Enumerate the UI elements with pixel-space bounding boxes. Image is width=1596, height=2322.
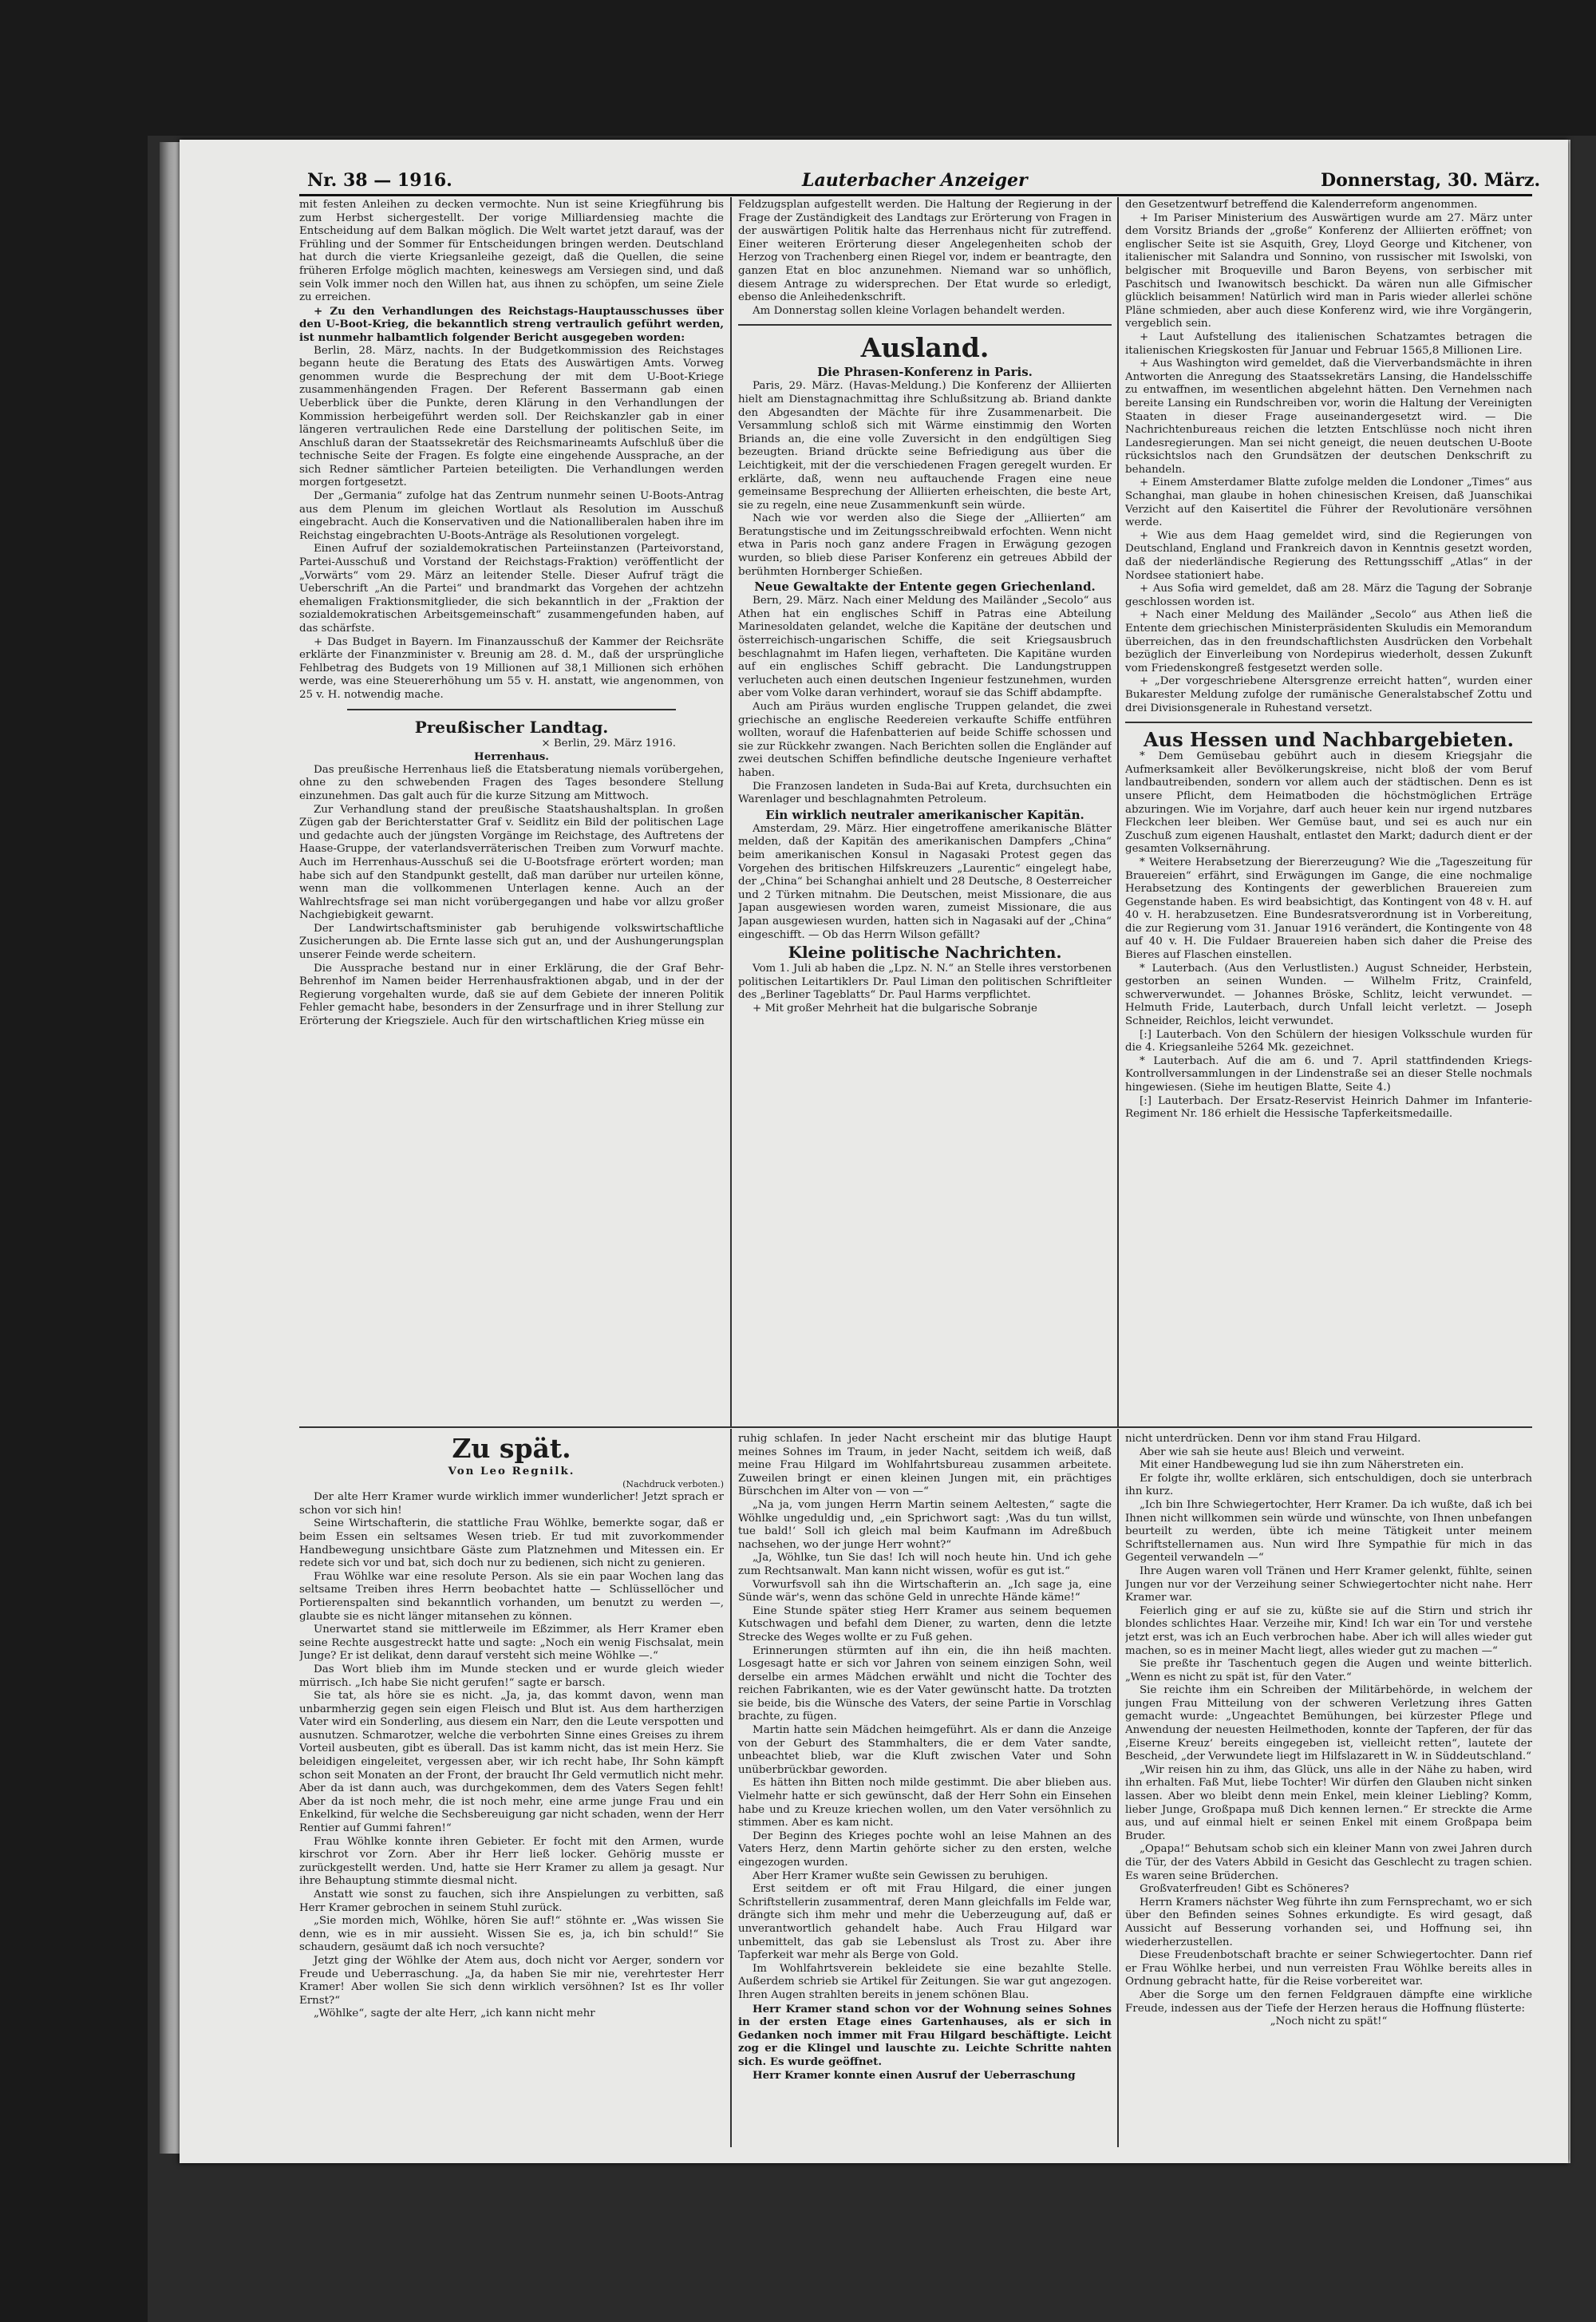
story-text: Erst seitdem er oft mit Frau Hilgard, die einer jungen Schriftstellerin zusammentraf, deren Mann gleichfalls im Felde war, drängte sich ihm mehr und mehr die Ueberzeugung auf, daß er unverantwortlich gehandelt habe. Auch Frau Hilgard war unbemittelt, das gab sie Lebenslust als Trost zu. Aber ihre Tapferkeit war mehr als Berge von Gold.	[738, 1883, 1112, 1962]
story-text: Diese Freudenbotschaft brachte er seiner Schwiegertochter. Dann rief er Frau Wöhlke herbei, und nun verreisten Frau Wöhlke bereits alles in Ordnung gebracht hatte, für die Reise vorbereitet war.	[1125, 1949, 1532, 1988]
header-rule	[299, 194, 1532, 196]
story-text: „Sie morden mich, Wöhlke, hören Sie auf!“ stöhnte er. „Was wissen Sie denn, wie es in mir aussieht. Wissen Sie es, ja, ich bin schuld!“ Sie schaudern, gesäumt daß ich noch versuchte?	[299, 1915, 724, 1954]
article-text: Vom 1. Juli ab haben die „Lpz. N. N.“ an Stelle ihres verstorbenen politischen Leitartiklers Dr. Paul Liman den politischen Schriftleiter des „Berliner Tageblatts“ Dr. Paul Harms verpflichtet.	[738, 963, 1112, 1002]
story-text: Herr Kramer stand schon vor der Wohnung seines Sohnes in der ersten Etage eines Gartenhauses, als er sich in Gedanken noch immer mit Frau Hilgard beschäftigte. Leicht zog er die Klingel und lauschte zu. Leichte Schritte nahten sich. Es wurde geöffnet.	[738, 2002, 1112, 2068]
story-text: Seine Wirtschafterin, die stattliche Frau Wöhlke, bemerkte sogar, daß er beim Essen ein seltsames Wesen trieb. Er tud mit zuvorkommender Handbewegung unsichtbare Gäste zum Platznehmen und Mitessen ein. Er redete sich vor und bat, sich doch nur zu bedienen, sich nicht zu genieren.	[299, 1517, 724, 1570]
headline-kapitaen: Ein wirklich neutraler amerikanischer Kapitän.	[765, 807, 1084, 822]
article-text: Nach wie vor werden also die Siege der „Alliierten“ am Beratungstische und im Zeitungsschreibwald erfochten. Wenn nicht etwa in Paris noch ganz andere Fragen in Erwägung gezogen wurden, so blieb diese Pariser Konferenz ein getreues Abbild der berühmten Hornberger Schießen.	[738, 512, 1112, 578]
article-text: + Einem Amsterdamer Blatte zufolge melden die Londoner „Times“ aus Schanghai, man glaube in hohen chinesischen Kreisen, daß Juanschikai Verzicht auf den Kaisertitel die Führer der Revolutionäre versöhnen werde.	[1125, 477, 1532, 529]
headline-kleine-nachrichten: Kleine politische Nachrichten.	[788, 943, 1062, 963]
story-text: Mit einer Handbewegung lud sie ihn zum Näherstreten ein.	[1140, 1459, 1464, 1472]
article-text: + Wie aus dem Haag gemeldet wird, sind die Regierungen von Deutschland, England und Frankreich davon in Kenntnis gesetzt worden, daß der niederländische Regierung des Rettungsschiff „Atlas“ in der Nordsee stationiert habe.	[1125, 529, 1532, 582]
newspaper-title: Lauterbacher Anzeiger	[802, 170, 1028, 191]
headline-ausland: Ausland.	[860, 332, 990, 364]
story-text: Martin hatte sein Mädchen heimgeführt. Als er dann die Anzeige von der Geburt des Stammhalters, die er dem Vater sandte, unbeachtet blieb, war die Kluft zwischen Vater und Sohn unüberbrückbar geworden.	[738, 1724, 1112, 1776]
story-text: Frau Wöhlke war eine resolute Person. Als sie ein paar Wochen lang das seltsame Treiben ihres Herrn beobachtet hatte — Schlüssellöcher und Portierenspalten sind bekanntlich vorhanden, um benutzt zu werden —, glaubte sie es nicht länger mitansehen zu können.	[299, 1570, 724, 1623]
article-text: Feldzugsplan aufgestellt werden. Die Haltung der Regierung in der Frage der Zuständigkeit des Landtags zur Erörterung von Fragen in der auswärtigen Politik halte das Herrenhaus nicht für zutreffend. Einer weiteren Erörterung dieser Angelegenheiten schob der Herzog von Trachenberg einen Riegel vor, indem er beantragte, den ganzen Etat en bloc anzunehmen. Niemand war so unhöflich, diesem Antrage zu widersprechen. Der Etat wurde so erledigt, ebenso die Anleihedenkschrift.	[738, 199, 1112, 304]
article-text: Zur Verhandlung stand der preußische Staatshaushaltsplan. In großen Zügen gab der Berichterstatter Graf v. Seidlitz ein Bild der politischen Lage und gedachte auch der jüngsten Vorgänge im Reichstage, des Auftretens der Haase-Gruppe, der vaterlandsverräterischen Treiben zum Vorwurf machte. Auch im Herrenhaus-Ausschuß sei die U-Bootsfrage erörtert worden; man habe sich auf den Standpunkt gestellt, daß man darüber nur urteilen könne, wenn man die vollkommenen Unterlagen kenne. Auch an der Wahlrechtsfrage sei man nicht vorübergegangen und habe vor allzu großer Nachgiebigkeit gewarnt.	[299, 803, 724, 922]
headline-paris: Die Phrasen-Konferenz in Paris.	[817, 365, 1033, 380]
article-text: Der Landwirtschaftsminister gab beruhigende volkswirtschaftliche Zusicherungen ab. Die Ernte lasse sich gut an, und der Aushungerungsplan unserer Feinde werde scheitern.	[299, 922, 724, 962]
headline-hessen: Aus Hessen und Nachbargebieten.	[1144, 728, 1514, 752]
story-text: Es hätten ihn Bitten noch milde gestimmt. Die aber blieben aus. Vielmehr hatte er sich gewünscht, daß der Herr Sohn ein Einsehen habe und zu Kreuze kriechen wollen, um den Vater versöhnlich zu stimmen. Aber es kam nicht.	[738, 1777, 1112, 1830]
article-text: Amsterdam, 29. März. Hier eingetroffene amerikanische Blätter melden, daß der Kapitän des amerikanischen Dampfers „China“ beim amerikanischen Konsul in Nagasaki Protest gegen das Vorgehen des britischen Hilfskreuzers „Laurentic“ eingelegt habe, der „China“ bei Schanghai anhielt und 28 Deutsche, 8 Oesterreicher und 2 Türken mitnahm. Die Deutschen, meist Missionare, die aus Japan ausgewiesen worden waren, zumeist Missionare, die aus Japan ausgewiesen wurden, hatten sich in Nagasaki auf der „China“ eingeschifft. — Ob das Herrn Wilson gefällt?	[738, 822, 1112, 941]
article-text: + Nach einer Meldung des Mailänder „Secolo“ aus Athen ließ die Entente dem griechischen Ministerpräsidenten Skuludis ein Memorandum überreichen, das in den freundschaftlichsten Ausdrücken den Vorbehalt bezüglich der Einverleibung von Nordepirus wiederholt, dessen Zukunft vom Friedenskongreß festgesetzt werden solle.	[1125, 609, 1532, 674]
story-text: „Opapa!“ Behutsam schob sich ein kleiner Mann von zwei Jahren durch die Tür, der des Vaters Abbild in Gesicht das Geschlecht zu tragen schien. Es waren seine Brüderchen.	[1125, 1843, 1532, 1882]
story-text: „Ja, Wöhlke, tun Sie das! Ich will noch heute hin. Und ich gehe zum Rechtsanwalt. Man kann nicht wissen, wofür es gut ist.“	[738, 1552, 1112, 1577]
story-column-3	[1125, 1433, 1532, 2151]
story-text: „Ich bin Ihre Schwiegertochter, Herr Kramer. Da ich wußte, daß ich bei Ihnen nicht willkommen sein würde und wünschte, von Ihnen unbefangen beurteilt zu werden, übte ich meine Tätigkeit unter meinem Schriftstellernamen aus. Nun wird Ihre Sympathie für mich in das Gegenteil verwandeln —“	[1125, 1498, 1532, 1564]
article-text: + Das Budget in Bayern. Im Finanzausschuß der Kammer der Reichsräte erklärte der Finanzminister v. Breunig am 28. d. M., daß der ursprüngliche Fehlbetrag des Budgets von 19 Millionen auf 38,1 Millionen sich erhöhen werde, was eine Steuererhöhung um 55 v. H. anstatt, wie angenommen, von 25 v. H. notwendig mache.	[299, 635, 724, 701]
issue-date: Donnerstag, 30. März.	[1321, 170, 1541, 191]
story-text: Großvaterfreuden! Gibt es Schöneres?	[1140, 1883, 1349, 1896]
article-text: Die Franzosen landeten in Suda-Bai auf Kreta, durchsuchten ein Warenlager und beschlagnahmten Petroleum.	[738, 780, 1112, 806]
subheadline: Herrenhaus.	[474, 750, 549, 764]
column-1	[299, 199, 724, 1424]
feuilleton-rule	[299, 1426, 1532, 1428]
article-text: * Lauterbach. Auf die am 6. und 7. April stattfindenden Kriegs-Kontrollversammlungen in der Lindenstraße sei an dieser Stelle nochmals hingewiesen. (Siehe im heutigen Blatte, Seite 4.)	[1125, 1054, 1532, 1094]
story-text: Erinnerungen stürmten auf ihn ein, die ihn heiß machten. Losgesagt hatte er sich vor Jahren von seinem einzigen Sohn, weil derselbe ein armes Mädchen erwählt und nicht die Tochter des reichen Fabrikanten, wie es der Vater gewünscht hatte. Da trotzten sie beide, bis die Wünsche des Vaters, der seine Partie in Vorschlag brachte, zu fügen.	[738, 1644, 1112, 1723]
story-column-1	[299, 1433, 724, 2151]
article-text: Bern, 29. März. Nach einer Meldung des Mailänder „Secolo“ aus Athen hat ein englisches Schiff in Patras eine Abteilung Marinesoldaten gelandet, welche die Kapitäne der deutschen und österreichisch-ungarischen Schiffe, die seit Kriegsausbruch beschlagnahmt im Hafen liegen, verhafteten. Die Kapitäne wurden auf ein englisches Schiff gebracht. Die Landungstruppen verlucheten auch einen deutschen Ingenieur festzunehmen, wurden aber vom Volke daran verhindert, worauf sie das Schiff abdampfte.	[738, 595, 1112, 700]
article-text: + Aus Washington wird gemeldet, daß die Vierverbandsmächte in ihren Antworten die Anregung des Staatssekretärs Lansing, die Handelsschiffe zu entwaffnen, im wesentlichen abgelehnt hätten. Den Vernehmen nach bereite Lansing ein Rundschreiben vor, worin die Haltung der Vereinigten Staaten in dieser Frage auseinandergesetzt wird. — Die Nachrichtenbureaus reichen die letzten Entschlüsse noch nicht ihren Landesregierungen. Man sei nicht geneigt, die neuen deutschen U-Boote rücksichtslos nach den Grundsätzen der deutschen Denkschrift zu behandeln.	[1125, 358, 1532, 476]
issue-number: Nr. 38 — 1916.	[307, 170, 452, 191]
column-2	[738, 199, 1112, 1424]
story-text: Der Beginn des Krieges pochte wohl an leise Mahnen an des Vaters Herz, denn Martin gehörte sicher zu den ersten, welche eingezogen wurden.	[738, 1830, 1112, 1869]
article-text: Das preußische Herrenhaus ließ die Etatsberatung niemals vorübergehen, ohne zu den schwebenden Fragen des Tages besondere Stellung einzunehmen. Das galt auch für die kurze Sitzung am Mittwoch.	[299, 763, 724, 802]
article-text: + Im Pariser Ministerium des Auswärtigen wurde am 27. März unter dem Vorsitz Briands der „große“ Konferenz der Alliierten eröffnet; von englischer Seite ist sie Asquith, Grey, Lloyd George und Kitchener, von italienischer mit Salandra und Sonnino, von russischer mit Iswolski, von belgischer mit Broqueville und Baron Beyens, von serbischer mit Paschitsch und Iwanowitsch beschickt. Da wären nun alle Gifmischer glücklich beisammen! Natürlich wird man in Paris wieder allerlei schöne Pläne schmieden, aber auch diese Konferenz wird, wie ihre Vorgängerin, vergeblich sein.	[1125, 212, 1532, 330]
article-text: Auch am Piräus wurden englische Truppen gelandet, die zwei griechische an englische Reedereien verkaufte Schiffe entführen wollten, worauf die Hafenbatterien auf beide Schiffe schossen und sie zur Rückkehr zwangen. Nach Berichten sollen die Engländer auf zwei deutschen Schiffen befindliche deutsche Ingenieure verhaftet haben.	[738, 701, 1112, 779]
story-text: „Wöhlke“, sagte der alte Herr, „ich kann nicht mehr	[314, 2008, 595, 2020]
section-rule	[738, 324, 1112, 326]
story-column-2	[738, 1433, 1112, 2151]
story-ending: „Noch nicht zu spät!“	[1270, 2015, 1388, 2028]
story-text: Sie tat, als höre sie es nicht. „Ja, ja, das kommt davon, wenn man unbarmherzig gegen sein eigen Fleisch und Blut ist. Aus dem hartherzigen Vater wird ein Sonderling, aus diesem ein Narr, den die Leute verspotten und ausnutzen. Schmarotzer, welche die verbohrten Sinne eines Greises zu ihrem Vorteil ausbeuten, gibt es überall. Das ist kamm nicht, das ist mein Herz. Sie beleidigen eingeleitet, vergessen aber, wir ich recht habe, Ihr Sohn kämpft schon seit Monaten an der Front, der braucht Ihr Geld vermutlich nicht mehr. Aber da ist dann auch, was durchgekommen, dem des Vaters Segen fehlt! Aber da ist noch mehr, die ist noch mehr, eine arme junge Frau und ein Enkelkind, für welche die Sechsbereuigung gar nicht schaden, wenn der Herr Rentier auf Gummi fahren!“	[299, 1690, 724, 1835]
story-text: „Wir reisen hin zu ihm, das Glück, uns alle in der Nähe zu haben, wird ihn erhalten. Faß Mut, liebe Tochter! Wir dürfen den Glauben nicht sinken lassen. Aber wo bleibt denn mein Enkel, mein kleiner Liebling? Komm, lieber Junge, Großpapa muß Dich kennen lernen.“ Er streckte die Arme aus, und auf einmal hielt er seinen Enkel mit einem Großpapa beim Bruder.	[1125, 1763, 1532, 1842]
headline-griechenland: Neue Gewaltakte der Entente gegen Griechenland.	[754, 580, 1096, 595]
column-3	[1125, 199, 1532, 1424]
article-text: den Gesetzentwurf betreffend die Kalenderreform angenommen.	[1125, 199, 1478, 211]
story-text: Sie reichte ihm ein Schreiben der Militärbehörde, in welchem der jungen Frau Mitteilung von der schweren Verletzung ihres Gatten gemacht wurde: „Ungeachtet Bemühungen, bei kürzester Pflege und Anwendung der neuesten Heilmethoden, konnte der Tapferen, der für das ‚Eiserne Kreuz‘ bereits eingegeben ist, vielleicht retten“, lautete der Bescheid, „der Verwundete liegt im Hilfslazarett in W. in Süddeutschland.“	[1125, 1684, 1532, 1763]
column-rule-2	[1117, 197, 1119, 1426]
article-text: + Zu den Verhandlungen des Reichstags-Hauptausschusses über den U-Boot-Krieg, die bekanntlich streng vertraulich geführt werden, ist nunmehr halbamtlich folgender Bericht ausgegeben worden:	[299, 304, 724, 344]
column-rule-1	[730, 197, 732, 1426]
article-text: + Mit großer Mehrheit hat die bulgarische Sobranje	[753, 1002, 1037, 1015]
article-text: * Dem Gemüsebau gebührt auch in diesem Kriegsjahr die Aufmerksamkeit aller Bevölkerungskreise, nicht bloß der vom Beruf landbautreibenden, sondern vor allem auch der städtischen. Denn es ist unsere Pflicht, dem Heimatboden die höchstmöglichen Erträge abzuringen. Wie im Vorjahre, darf auch heuer kein nur irgend nutzbares Fleckchen leer bleiben. Wer Gemüse baut, und sei es auch nur ein Zuschuß zum eigenen Haushalt, entlastet den Markt; dadurch dient er der gesamten Volksernährung.	[1125, 750, 1532, 856]
article-text: + Laut Aufstellung des italienischen Schatzamtes betragen die italienischen Kriegskosten für Januar und Februar 1565,8 Millionen Lire.	[1125, 330, 1532, 357]
story-text: Jetzt ging der Wöhlke der Atem aus, doch nicht vor Aerger, sondern vor Freude und Ueberraschung. „Ja, da haben Sie mir nie, verehrtester Herr Kramer! Aber wollen Sie sich denn wirklich versöhnen? Ist es Ihr voller Ernst?“	[299, 1954, 724, 2007]
story-text: Der alte Herr Kramer wurde wirklich immer wunderlicher! Jetzt sprach er schon vor sich hin!	[299, 1491, 724, 1517]
story-text: Ihre Augen waren voll Tränen und Herr Kramer gelenkt, fühlte, seinen Jungen nur vor der Verzeihung seiner Schwiegertochter nicht nahe. Herr Kramer war.	[1125, 1564, 1532, 1604]
article-text: Einen Aufruf der sozialdemokratischen Parteiinstanzen (Parteivorstand, Partei-Ausschuß und Vorstand der Reichstags-Fraktion) veröffentlicht der „Vorwärts“ vom 29. März an leitender Stelle. Dieser Aufruf trägt die Ueberschrift „An die Partei“ und brandmarkt das Vorgehen der achtzehn ehemaligen Fraktionsmitglieder, die sich bekanntlich in der „Fraktion der sozialdemokratischen Arbeitsgemeinschaft“ zusammengefunden haben, auf das schärfste.	[299, 543, 724, 635]
story-text: Vorwurfsvoll sah ihn die Wirtschafterin an. „Ich sage ja, eine Sünde wär's, wenn das schöne Geld in unrechte Hände käme!“	[738, 1578, 1112, 1604]
story-text: Aber Herr Kramer wußte sein Gewissen zu beruhigen.	[753, 1869, 1049, 1882]
dateline: × Berlin, 29. März 1916.	[541, 737, 676, 750]
story-text: Anstatt wie sonst zu fauchen, sich ihre Anspielungen zu verbitten, saß Herr Kramer gebrochen in seinem Stuhl zurück.	[299, 1889, 724, 1914]
story-text: Frau Wöhlke konnte ihren Gebieter. Er focht mit den Armen, wurde kirschrot vor Zorn. Aber ihr Herr ließ locker. Gehörig musste er zurückgestellt werden. Und, hatte sie Herr Kramer zu allem ja gesagt. Nur ihre Behauptung stimmte diesmal nicht.	[299, 1835, 724, 1888]
article-text: Die Aussprache bestand nur in einer Erklärung, die der Graf Behr-Behrenhof im Namen beider Herrenhausfraktionen abgab, und in der der Regierung vorgehalten wurde, daß sie auf dem Gebiete der inneren Politik Fehler gemacht habe, besonders in der Zensurfrage und in ihrer Stellung zur Erörterung der Kriegsziele. Auch für den wirtschaftlichen Krieg müsse ein	[299, 962, 724, 1028]
article-text: + „Der vorgeschriebene Altersgrenze erreicht hatten“, wurden einer Bukarester Meldung zufolge der rumänische Generalstabschef Zottu und drei Divisionsgenerale in Ruhestand versetzt.	[1125, 675, 1532, 714]
article-text: Paris, 29. März. (Havas-Meldung.) Die Konferenz der Alliierten hielt am Dienstagnachmittag ihre Schlußsitzung ab. Briand dankte den Abgesandten der Mächte für ihre Zusammenarbeit. Die Versammlung schloß sich mit Wärme einstimmig den Worten Briands an, die eine volle Zuversicht in den endgültigen Sieg bezeugten. Briand drückte seine Befriedigung aus über die Leichtigkeit, mit der die verschiedenen Fragen geregelt wurden. Er erklärte, daß, wenn neu auftauchende Fragen eine neue gemeinsame Besprechung der Alliierten erheischten, die beste Art, sie zu regeln, eine neue Zusammenkunft sein würde.	[738, 380, 1112, 512]
story-text: Er folgte ihr, wollte erklären, sich entschuldigen, doch sie unterbrach ihn kurz.	[1125, 1472, 1532, 1498]
story-title: Zu spät.	[452, 1433, 571, 1464]
newspaper-page	[180, 140, 1568, 2163]
section-rule	[347, 709, 676, 710]
story-text: Herr Kramer konnte einen Ausruf der Ueberraschung	[753, 2068, 1076, 2082]
story-text: Aber wie sah sie heute aus! Bleich und verweint.	[1140, 1446, 1405, 1458]
article-text: + Aus Sofia wird gemeldet, daß am 28. März die Tagung der Sobranje geschlossen worden ist.	[1125, 583, 1532, 608]
story-text: „Na ja, vom jungen Herrn Martin seinem Aeltesten,“ sagte die Wöhlke ungeduldig und, „ein Sprichwort sagt: ‚Was du tun willst, tue bald!‘ Soll ich gleich mal beim Kaufmann im Adreßbuch nachsehen, wo der junge Herr wohnt?“	[738, 1498, 1112, 1551]
story-text: ruhig schlafen. In jeder Nacht erscheint mir das blutige Haupt meines Sohnes im Traum, in jeder Nacht, seitdem ich weiß, daß meine Frau Hilgard im Wohlfahrtsbureau zusammen arbeitete. Zuweilen bringt er einen kleinen Jungen mit, ein prächtiges Bürschchen im Alter von — von —“	[738, 1433, 1112, 1498]
story-text: nicht unterdrücken. Denn vor ihm stand Frau Hilgard.	[1125, 1433, 1421, 1445]
section-rule	[1125, 722, 1532, 723]
story-text: Das Wort blieb ihm im Munde stecken und er wurde gleich wieder mürrisch. „Ich habe Sie nicht gerufen!“ sagte er barsch.	[299, 1663, 724, 1689]
article-text: * Weitere Herabsetzung der Biererzeugung? Wie die „Tageszeitung für Brauereien“ erfährt, sind Erwägungen im Gange, die eine nochmalige Herabsetzung des Kontingents der gewerblichen Brauereien zum Gegenstande haben. Es wird beabsichtigt, das Kontingent von 48 v. H. auf 40 v. H. herabzusetzen. Eine Bundesratsverordnung ist in Vorbereitung, die zur Regierung vom 31. Januar 1916 verändert, die Kontingente von 48 auf 40 v. H. Die Fuldaer Brauereien haben sich daher die Preise des Bieres auf Flaschen einstellen.	[1125, 856, 1532, 962]
story-text: Aber die Sorge um den fernen Feldgrauen dämpfte eine wirkliche Freude, indessen aus der Tiefe der Herzen heraus die Hoffnung flüsterte:	[1125, 1988, 1532, 2015]
story-rule-2	[1117, 1429, 1119, 2147]
story-text: Im Wohlfahrtsverein bekleidete sie eine bezahlte Stelle. Außerdem schrieb sie Artikel für Zeitungen. Sie war gut angezogen. Ihren Augen strahlten bereits in jenem schönen Blau.	[738, 1962, 1112, 2001]
article-text: Am Donnerstag sollen kleine Vorlagen behandelt werden.	[753, 304, 1065, 317]
reprint-note: (Nachdruck verboten.)	[622, 1478, 724, 1489]
story-text: Unerwartet stand sie mittlerweile im Eßzimmer, als Herr Kramer eben seine Rechte ausgestreckt hatte und sagte: „Noch ein wenig Fischsalat, mein Junge? Er ist delikat, denn darauf versteht sich meine Wöhlke —.“	[299, 1624, 724, 1663]
story-text: Eine Stunde später stieg Herr Kramer aus seinem bequemen Kutschwagen und befahl dem Diener, zu warten, denn die letzte Strecke des Weges wollte er zu Fuß gehen.	[738, 1604, 1112, 1644]
story-text: Herrn Kramers nächster Weg führte ihn zum Fernsprechamt, wo er sich über den Befinden seines Sohnes erkundigte. Es wird gesagt, daß Aussicht auf Besserung vorhanden sei, und Hoffnung sei, ihn wiederherzustellen.	[1125, 1896, 1532, 1948]
headline-landtag: Preußischer Landtag.	[414, 717, 609, 737]
article-text: mit festen Anleihen zu decken vermochte. Nun ist seine Kriegführung bis zum Herbst sichergestellt. Der vorige Milliardensieg machte die Entscheidung auf dem Balkan möglich. Die Welt wartet jetzt darauf, was der Frühling und der Sommer für Entscheidungen bringen werden. Deutschland hat durch die vierte Kriegsanleihe gezeigt, daß die Quellen, die seine früheren Erfolge möglich machten, keineswegs am Versiegen sind, und daß sein Volk immer noch den Willen hat, aus ihnen zu schöpfen, um seine Ziele zu erreichen.	[299, 199, 724, 304]
article-text: [:] Lauterbach. Der Ersatz-Reservist Heinrich Dahmer im Infanterie-Regiment Nr. 186 erhielt die Hessische Tapferkeitsmedaille.	[1125, 1094, 1532, 1121]
story-text: Sie preßte ihr Taschentuch gegen die Augen und weinte bitterlich. „Wenn es nicht zu spät ist, für den Vater.“	[1125, 1658, 1532, 1683]
story-author: Von Leo Regnilk.	[448, 1465, 575, 1477]
article-text: [:] Lauterbach. Von den Schülern der hiesigen Volksschule wurden für die 4. Kriegsanleihe 5264 Mk. gezeichnet.	[1125, 1028, 1532, 1054]
story-text: Feierlich ging er auf sie zu, küßte sie auf die Stirn und strich ihr blondes schlichtes Haar. Verzeihe mir, Kind! Ich war ein Tor und verstehe jetzt erst, was ich an Euch verbrochen habe. Aber ich will alles wieder gut machen, so es in meiner Macht liegt, alles wieder gut zu machen —“	[1125, 1604, 1532, 1657]
article-text: * Lauterbach. (Aus den Verlustlisten.) August Schneider, Herbstein, gestorben an seinen Wunden. — Wilhelm Fritz, Crainfeld, schwerverwundet. — Johannes Bröske, Schlitz, leicht verwundet. — Helmuth Fride, Lauterbach, durch Unfall leicht verletzt. — Joseph Schneider, Reichlos, leicht verwundet.	[1125, 962, 1532, 1028]
story-rule-1	[730, 1429, 732, 2147]
article-text: Berlin, 28. März, nachts. In der Budgetkommission des Reichstages begann heute die Beratung des Etats des Auswärtigen Amts. Vorweg genommen wurde die Besprechung der mit dem U-Boot-Kriege zusammenhängenden Fragen. Der Referent Bassermann gab einen Ueberblick über die Punkte, deren Klärung in den Verhandlungen der Kommission herbeigeführt werden soll. Der Reichskanzler gab in einer längeren vertraulichen Rede eine Darstellung der politischen Seite, im Anschluß daran der Staatssekretär des Reichsmarineamts Aufschluß über die technische Seite der Fragen. Es folgte eine eingehende Aussprache, an der sich Redner sämtlicher Parteien beteiligten. Die Verhandlungen werden morgen fortgesetzt.	[299, 344, 724, 489]
article-text: Der „Germania“ zufolge hat das Zentrum nunmehr seinen U-Boots-Antrag aus dem Plenum im gleichen Wortlaut als Resolution im Ausschuß eingebracht. Auch die Konservativen und die Nationalliberalen haben ihre im Reichstag eingebrachten U-Boots-Anträge als Resolutionen vorgelegt.	[299, 490, 724, 542]
